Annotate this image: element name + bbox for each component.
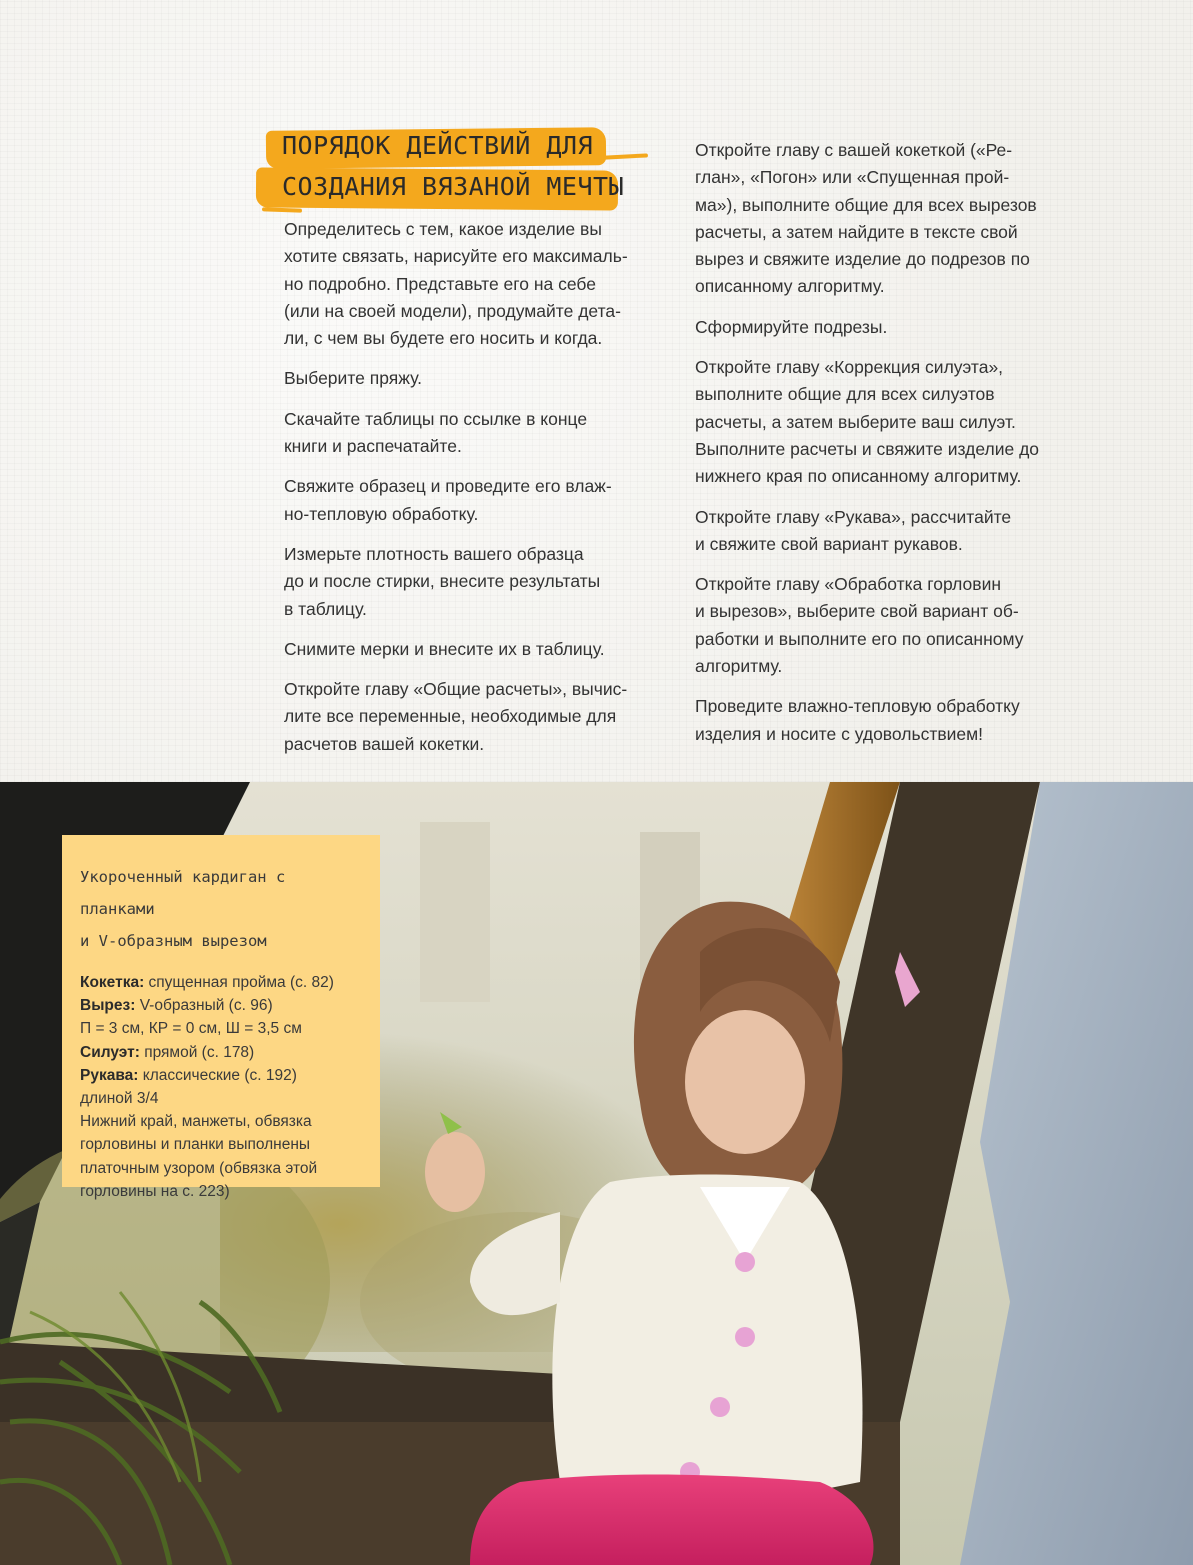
step-paragraph: Сформируйте подрезы. <box>695 316 888 337</box>
step-paragraph: Откройте главу с вашей кокеткой («Ре- глан», «Погон» или «Спущенная прой- ма»), выполните общие для всех вырезов расчеты, а затем найдите в тексте свой вырез и свяжите изделие до подрезов по описанному алгоритму. <box>695 140 1037 297</box>
section-heading <box>256 125 651 215</box>
spec-sleeves: Рукава: классические (с. 192) <box>80 1066 297 1084</box>
step-paragraph: Выберите пряжу. <box>284 368 422 389</box>
step-paragraph: Откройте главу «Рукава», рассчитайте и свяжите свой вариант рукавов. <box>695 506 1012 554</box>
steps-left-column <box>284 216 664 771</box>
spec-yoke: Кокетка: спущенная пройма (с. 82) <box>80 974 334 991</box>
project-title: Укороченный кардиган с планками и V-образным вырезом <box>80 868 286 950</box>
step-paragraph: Определитесь с тем, какое изделие вы хотите связать, нарисуйте его максималь- но подробно. Представьте его на себе (или на своей модели), продумайте дета- ли, с чем вы будете его носить и когда. <box>284 219 628 349</box>
steps-right-column <box>695 137 1075 761</box>
step-paragraph: Скачайте таблицы по ссылке в конце книги и распечатайте. <box>284 408 588 457</box>
heading-line-2: СОЗДАНИЯ ВЯЗАНОЙ МЕЧТЫ <box>282 172 625 201</box>
spec-notes: Нижний край, манжеты, обвязка горловины и планки выполнены платочным узором (обвязка этой горловины на с. 223) <box>80 1113 318 1200</box>
step-paragraph: Откройте главу «Коррекция силуэта», выполните общие для всех силуэтов расчеты, а затем выберите ваш силуэт. Выполните расчеты и свяжите изделие до нижнего края по описанному алгоритму. <box>695 357 1040 487</box>
step-paragraph: Свяжите образец и проведите его влаж- но-тепловую обработку. <box>284 476 612 524</box>
heading-line-1: ПОРЯДОК ДЕЙСТВИЙ ДЛЯ <box>282 131 594 160</box>
step-paragraph: Откройте главу «Общие расчеты», вычис- лите все переменные, необходимые для расчетов вашей кокетки. <box>284 679 628 754</box>
spec-silhouette: Силуэт: прямой (с. 178) <box>80 1043 255 1061</box>
spec-sleeve-length: длиной 3/4 <box>80 1090 159 1108</box>
spec-neckline: Вырез: V-образный (с. 96) <box>80 997 273 1015</box>
step-paragraph: Проведите влажно-тепловую обработку изделия и носите с удовольствием! <box>695 696 1020 744</box>
step-paragraph: Откройте главу «Обработка горловин и вырезов», выберите свой вариант об- работки и выполните его по описанному алгоритму. <box>695 574 1024 677</box>
spec-neckline-params: П = 3 см, КР = 0 см, Ш = 3,5 см <box>80 1020 302 1038</box>
step-paragraph: Измерьте плотность вашего образца до и после стирки, внесите результаты в таблицу. <box>284 543 601 619</box>
step-paragraph: Снимите мерки и внесите их в таблицу. <box>284 638 605 659</box>
project-info-box <box>62 835 380 1200</box>
brush-stroke-tail <box>262 207 302 212</box>
